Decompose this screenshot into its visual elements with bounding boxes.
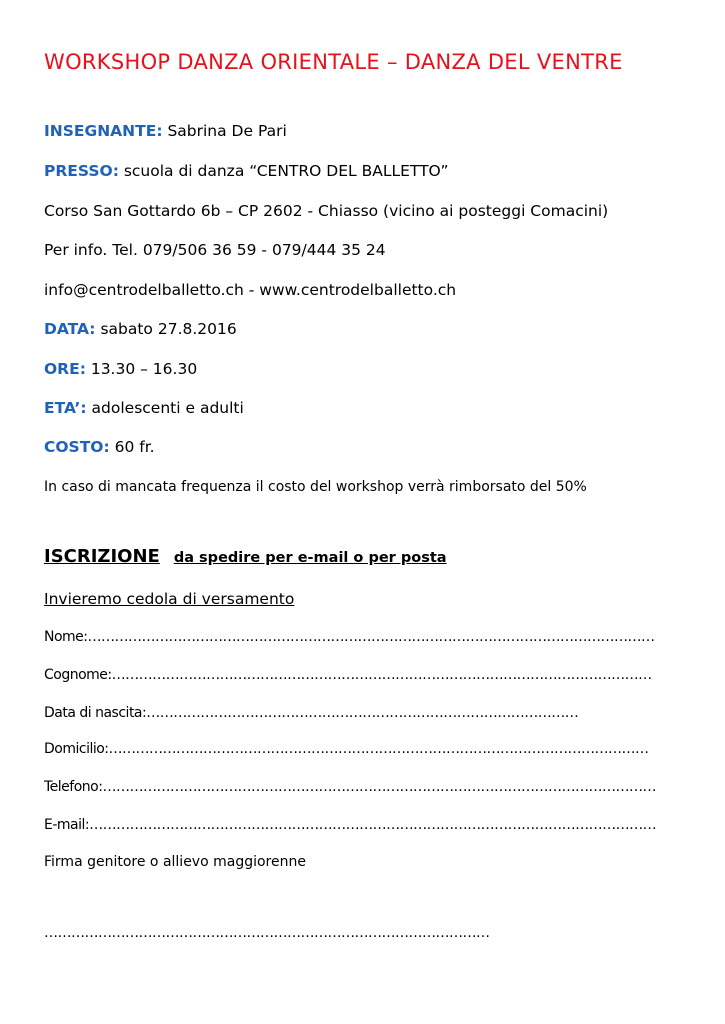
date-value: sabato 27.8.2016 — [95, 320, 237, 338]
registration-title: ISCRIZIONE — [44, 546, 160, 567]
signature-line: ……………………………………………………………………………………… — [44, 925, 490, 941]
registration-heading — [44, 546, 447, 567]
venue-value: scuola di danza “CENTRO DEL BALLETTO” — [118, 162, 449, 180]
refund-note: In caso di mancata frequenza il costo del workshop verrà rimborsato del 50% — [44, 479, 587, 495]
email-field: E-mail:……………………………………………………………………………………………………………… — [44, 817, 657, 833]
age-value: adolescenti e adulti — [86, 399, 244, 417]
teacher-value: Sabrina De Pari — [162, 122, 287, 140]
registration-subtitle: da spedire per e-mail o per posta — [173, 550, 447, 566]
page-title: WORKSHOP DANZA ORIENTALE – DANZA DEL VENTRE — [44, 50, 623, 74]
date-line — [44, 320, 237, 338]
signature-label: Firma genitore o allievo maggiorenne — [44, 854, 306, 870]
time-value: 13.30 – 16.30 — [85, 360, 198, 378]
address-line: Corso San Gottardo 6b – CP 2602 - Chiasso (vicino ai posteggi Comacini) — [44, 202, 609, 220]
time-label: ORE: — [44, 360, 86, 378]
domicile-field: Domicilio:………………………………………………………………………………………………………… — [44, 741, 649, 757]
time-line — [44, 360, 197, 378]
cost-line — [44, 438, 155, 456]
cost-value: 60 fr. — [109, 438, 155, 456]
age-line — [44, 399, 244, 417]
birthdate-field: Data di nascita:…………………………………………………………………………………… — [44, 705, 579, 721]
teacher-label: INSEGNANTE: — [44, 122, 163, 140]
phone-field: Telefono:…………………………………………………………………………………………………………… — [44, 779, 656, 795]
payment-slip-note: Invieremo cedola di versamento — [44, 590, 295, 608]
name-field: Nome:……………………………………………………………………………………………………………… — [44, 629, 655, 645]
web-line: info@centrodelballetto.ch - www.centrodelballetto.ch — [44, 281, 457, 299]
phone-line: Per info. Tel. 079/506 36 59 - 079/444 35 24 — [44, 241, 386, 259]
surname-field: Cognome:………………………………………………………………………………………………………… — [44, 667, 652, 683]
date-label: DATA: — [44, 320, 96, 338]
venue-line — [44, 162, 449, 180]
cost-label: COSTO: — [44, 438, 110, 456]
venue-label: PRESSO: — [44, 162, 119, 180]
teacher-line — [44, 122, 287, 140]
age-label: ETA’: — [44, 399, 87, 417]
